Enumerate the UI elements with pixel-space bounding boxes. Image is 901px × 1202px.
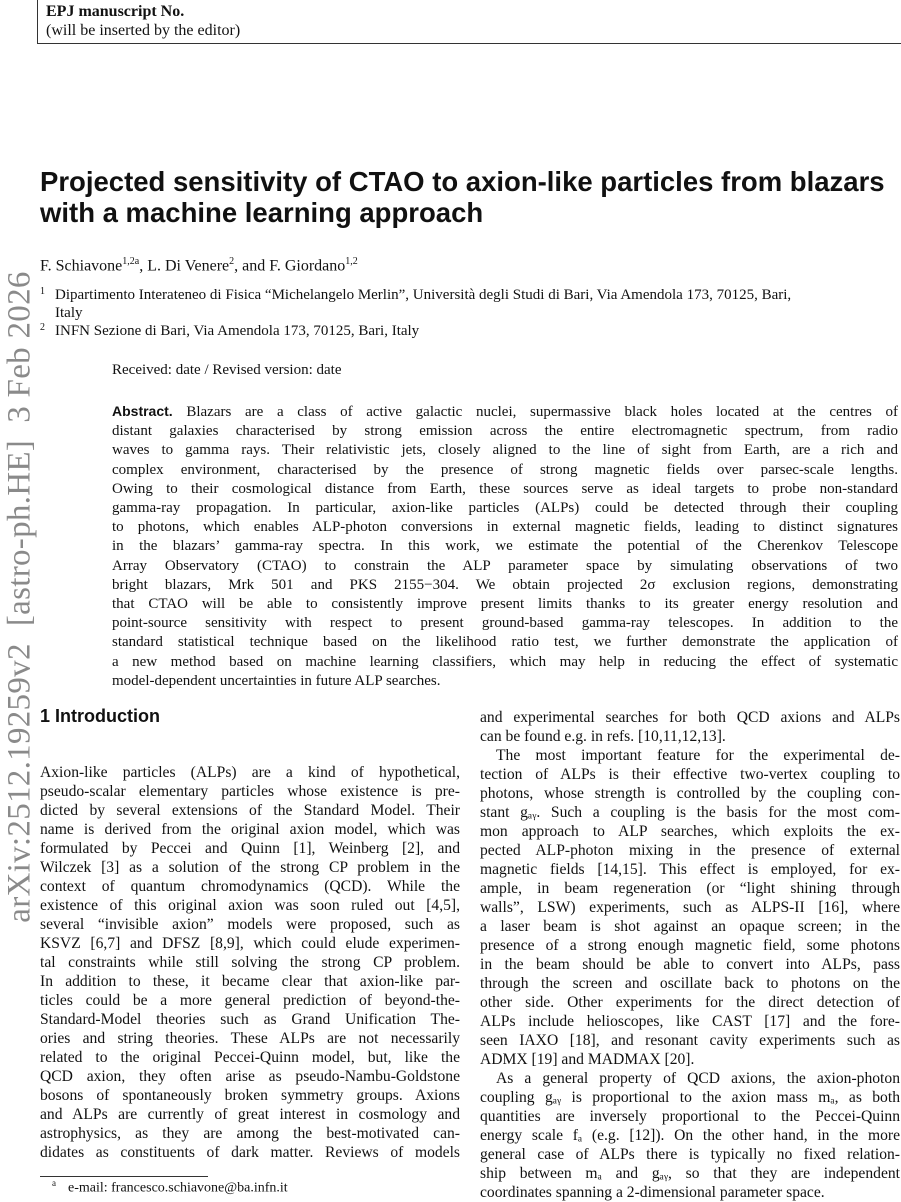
- text-line: Standard-Model theories such as Grand Unification The-: [40, 1011, 460, 1028]
- abstract-text: complex environment, characterised by the presence of strong magnetic fields over parsec-scale lengths.: [112, 461, 898, 478]
- text-line: bosons of spontaneously broken symmetry groups. Axions: [40, 1087, 460, 1104]
- affiliation-number: 1: [40, 286, 45, 297]
- text-line: ADMX [19] and MADMAX [20].: [480, 1051, 695, 1068]
- text-line: KSVZ [6,7] and DFSZ [8,9], which could elude experimen-: [40, 935, 460, 952]
- abstract-line: [112, 576, 898, 595]
- text-line: As a general property of QCD axions, the axion-photon: [496, 1070, 900, 1087]
- text-line: Axion-like particles (ALPs) are a kind of hypothetical,: [40, 764, 460, 781]
- left-column: [40, 763, 460, 1162]
- manuscript-number: EPJ manuscript No.: [46, 3, 185, 20]
- text-line: tection of ALPs is their effective two-vertex coupling to: [480, 766, 900, 783]
- author-affiliation-sup: 1,2: [345, 256, 358, 267]
- text-line: photons, whose strength is controlled by the coupling con-: [480, 785, 900, 802]
- text-line: tal constraints while still solving the strong CP problem.: [40, 954, 460, 971]
- abstract-text: gamma-ray propagation. In particular, axion-like particles (ALPs) could be detected through their coupling: [112, 500, 898, 517]
- text-line: In addition to these, it became clear that axion-like par-: [40, 973, 460, 990]
- title-line: with a machine learning approach: [40, 197, 484, 228]
- text-line: in the beam should be able to convert into ALPs, pass: [480, 956, 900, 973]
- abstract-text: Owing to their cosmological distance from Earth, these sources serve as ideal targets to probe non-standard: [112, 480, 898, 497]
- abstract-text: Blazars are a class of active galactic nuclei, supermassive black holes located at the centres of: [172, 404, 898, 420]
- title-line: Projected sensitivity of CTAO to axion-like particles from blazars: [40, 166, 885, 197]
- abstract-line: [112, 499, 898, 518]
- author-name: F. Giordano: [269, 257, 346, 275]
- footnote-mark: a: [52, 1178, 56, 1188]
- abstract-line: [112, 595, 898, 614]
- text-line: pseudo-scalar elementary particles whose existence is pre-: [40, 783, 460, 800]
- author-affiliation-sup: 1,2a: [122, 256, 140, 267]
- affiliation-2: [40, 322, 900, 340]
- text-line: magnetic fields [14,15]. This effect is employed, for ex-: [480, 861, 900, 878]
- text-line: didates as constituents of dark matter. Reviews of models: [40, 1144, 460, 1161]
- text-line: Wilczek [3] as a solution of the strong CP problem in the: [40, 859, 460, 876]
- right-column: [480, 708, 900, 1202]
- abstract-line: [112, 537, 898, 556]
- abstract-line: [112, 441, 898, 460]
- affiliation-number: 2: [40, 322, 45, 333]
- text-line: context of quantum chromodynamics (QCD). While the: [40, 878, 460, 895]
- abstract-line: [112, 422, 898, 441]
- affiliation-1: [40, 286, 900, 322]
- text-line: pected ALP-photon mixing in the presence of external: [480, 842, 900, 859]
- abstract-line: [112, 653, 898, 672]
- text-line: general case of ALPs there is typically no fixed relation-: [480, 1146, 900, 1163]
- text-line: ories and string theories. These ALPs are not necessarily: [40, 1030, 460, 1047]
- text-line: coordinates spanning a 2-dimensional parameter space.: [480, 1184, 825, 1201]
- abstract: [112, 402, 898, 691]
- text-line: name is derived from the original axion model, which was: [40, 821, 460, 838]
- abstract-line: [112, 557, 898, 576]
- text-line: ample, in beam regeneration (or “light shining through: [480, 880, 900, 897]
- author-separator: ,: [139, 257, 148, 275]
- abstract-line: [112, 480, 898, 499]
- abstract-text: point-source sensitivity with respect to present ground-based gamma-ray telescopes. In addition to the: [112, 615, 898, 632]
- text-line: coupling gₐᵧ is proportional to the axion mass mₐ, as both: [480, 1089, 900, 1106]
- editor-note: (will be inserted by the editor): [46, 22, 241, 39]
- abstract-text: to photons, which enables ALP-photon conversions in external magnetic fields, leading to distinct signatures: [112, 519, 898, 536]
- abstract-text: waves to gamma rays. Their relativistic jets, closely aligned to the line of sight from Earth, are a rich and: [112, 442, 898, 459]
- affiliation-line: Dipartimento Interateneo di Fisica “Michelangelo Merlin”, Università degli Studi di Bari, Via Amendola 173, 70125, Bari,: [55, 287, 792, 303]
- abstract-text: distant galaxies characterised by strong emission across the entire electromagnetic spectrum, from radio: [112, 423, 898, 440]
- text-line: seen IAXO [18], and resonant cavity experiments such as: [480, 1032, 900, 1049]
- text-line: through the screen and oscillate back to photons on the: [480, 975, 900, 992]
- arxiv-stamp: arXiv:2512.19259v2 [astro-ph.HE] 3 Feb 2026: [1, 271, 38, 923]
- text-line: stant gₐᵧ. Such a coupling is the basis for the most com-: [480, 804, 900, 821]
- received-date: Received: date / Revised version: date: [112, 362, 342, 378]
- abstract-line: [112, 461, 898, 480]
- paper-title: [40, 166, 900, 228]
- affiliation-line: INFN Sezione di Bari, Via Amendola 173, 70125, Bari, Italy: [55, 323, 420, 339]
- text-line: ship between mₐ and gₐᵧ, so that they are independent: [480, 1165, 900, 1182]
- text-line: energy scale fₐ (e.g. [12]). On the other hand, in the more: [480, 1127, 900, 1144]
- text-line: QCD axion, they often arise as pseudo-Nambu-Goldstone: [40, 1068, 460, 1085]
- text-line: The most important feature for the experimental de-: [496, 747, 900, 764]
- text-line: ALPs include helioscopes, like CAST [17] and the fore-: [480, 1013, 900, 1030]
- text-line: and experimental searches for both QCD axions and ALPs: [480, 709, 900, 726]
- abstract-label: Abstract.: [112, 403, 173, 419]
- abstract-line: [112, 518, 898, 537]
- text-line: walls”, LSW) experiments, such as ALPS-II [16], where: [480, 899, 900, 916]
- abstract-line: [112, 672, 898, 691]
- text-line: quantities are inversely proportional to the Peccei-Quinn: [480, 1108, 900, 1125]
- text-line: presence of a strong enough magnetic field, some photons: [480, 937, 900, 954]
- abstract-line: [112, 633, 898, 652]
- abstract-text: bright blazars, Mrk 501 and PKS 2155−304. We obtain projected 2σ exclusion regions, demonstrating: [112, 576, 898, 593]
- abstract-line: [112, 402, 898, 422]
- abstract-line: [112, 614, 898, 633]
- abstract-text: Array Observatory (CTAO) to constrain the ALP parameter space by simulating observations of two: [112, 557, 898, 574]
- text-line: can be found e.g. in refs. [10,11,12,13].: [480, 728, 726, 745]
- text-line: ticles could be a more general prediction of beyond-the-: [40, 992, 460, 1009]
- author-name: L. Di Venere: [147, 257, 230, 275]
- author-list: [40, 256, 358, 275]
- section-heading: 1 Introduction: [40, 706, 160, 726]
- text-line: a laser beam is shot against an opaque screen; in the: [480, 918, 900, 935]
- text-line: and ALPs are currently of great interest in cosmology and: [40, 1106, 460, 1123]
- text-line: several “invisible axion” models were proposed, such as: [40, 916, 460, 933]
- abstract-text: that CTAO will be able to consistently improve present limits thanks to its greater energy resolution and: [112, 596, 898, 613]
- affiliation-line: Italy: [55, 305, 83, 321]
- text-line: dicted by several extensions of the Standard Model. Their: [40, 802, 460, 819]
- text-line: existence of this original axion was soon ruled out [4,5],: [40, 897, 460, 914]
- text-line: mon approach to ALP searches, which exploits the ex-: [480, 823, 900, 840]
- abstract-text: model-dependent uncertainties in future ALP searches.: [112, 672, 441, 689]
- footnote-rule: [40, 1176, 208, 1177]
- abstract-text: standard statistical technique based on the likelihood ratio test, we further demonstrate the application of: [112, 634, 898, 651]
- author-affiliation-sup: 2: [229, 256, 235, 267]
- text-line: astrophysics, as they are among the best-motivated can-: [40, 1125, 460, 1142]
- manuscript-header-box: [37, 0, 901, 44]
- text-line: formulated by Peccei and Quinn [1], Weinberg [2], and: [40, 840, 460, 857]
- abstract-text: a new method based on machine learning classifiers, which may help in reducing the effect of systematic: [112, 653, 898, 670]
- text-line: related to the original Peccei-Quinn model, but, like the: [40, 1049, 460, 1066]
- author-name: F. Schiavone: [40, 257, 123, 275]
- author-separator: , and: [234, 257, 270, 275]
- footnote-text: e-mail: francesco.schiavone@ba.infn.it: [68, 1180, 288, 1196]
- footnote: [52, 1178, 288, 1197]
- text-line: other side. Other experiments for the direct detection of: [480, 994, 900, 1011]
- abstract-text: in the blazars’ gamma-ray spectra. In this work, we estimate the potential of the Cherenkov Telescope: [112, 538, 898, 555]
